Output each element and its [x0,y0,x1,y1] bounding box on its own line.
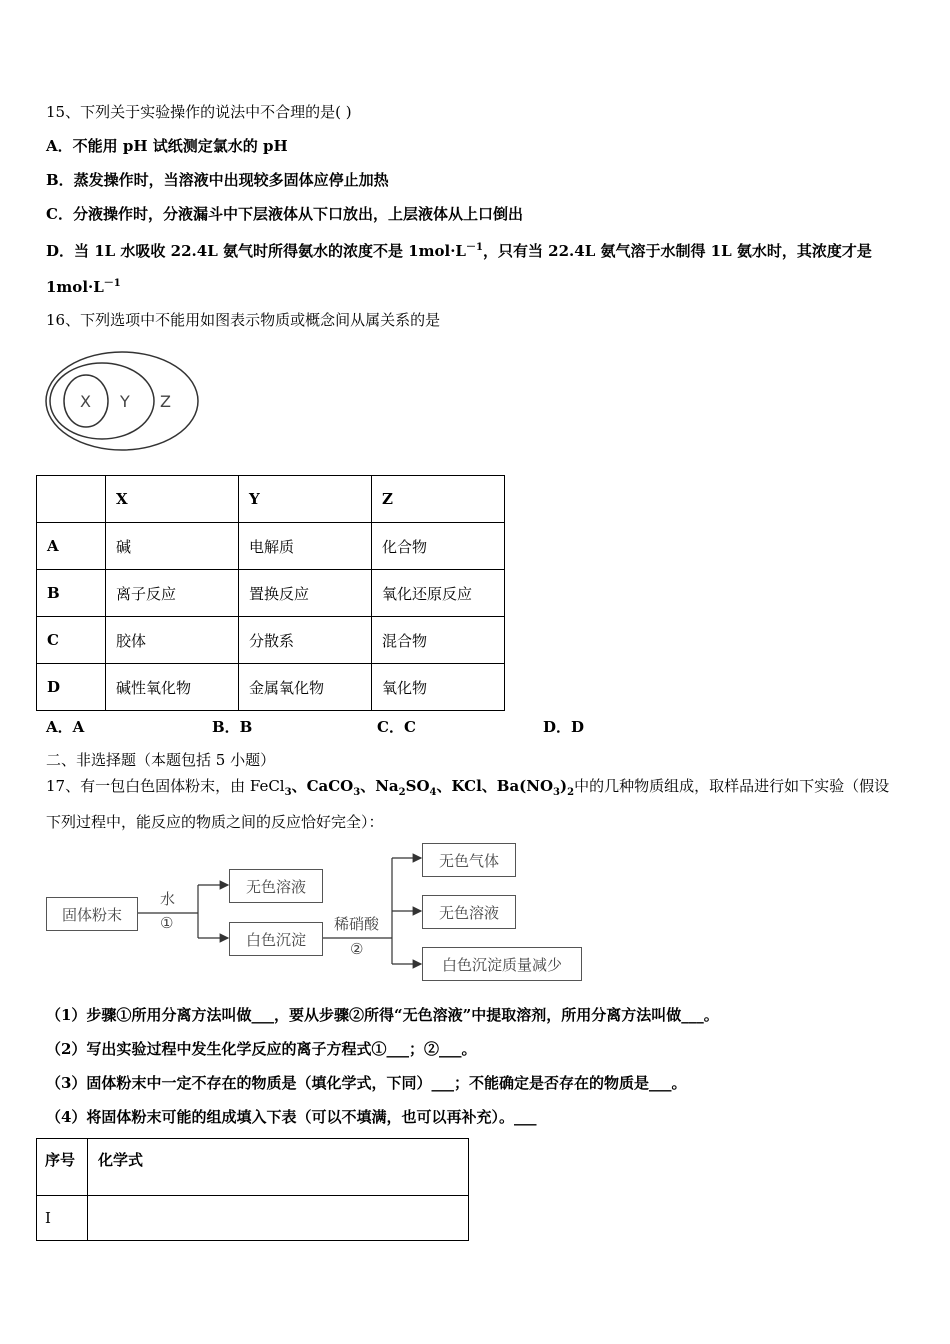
table-header-row [37,1139,469,1196]
q16-options-table [36,475,505,711]
q15-option-d: D．当 1L 水吸收 22.4L 氨气时所得氨水的浓度不是 $1mol\cdot L^{-1}$，只有当 22.4L 氨气溶于水制得 1L 氨水时，其浓度才是 [46,242,872,260]
q17-sub-question-1: （1）步骤①所用分离方法叫做___，要从步骤②所得“无色溶液”中提取溶剂，所用分离方法叫做___。 [46,1006,719,1024]
table-row [37,617,505,664]
row-label: A [37,523,106,570]
q15-option-d-cont: $1mol\cdot L^{-1}$ [46,278,121,296]
q15-option-b: B．蒸发操作时，当溶液中出现较多固体应停止加热 [46,171,389,189]
q15-option-a: A．不能用 pH 试纸测定氯水的 pH [46,137,288,155]
q15-stem: 15、下列关于实验操作的说法中不合理的是( ) [46,103,352,121]
cell[interactable] [88,1196,469,1241]
cell: 电解质 [239,523,372,570]
header-cell: 序号 [37,1139,88,1196]
z-label: Z [160,392,171,411]
q17-stem-line2: 下列过程中，能反应的物质之间的反应恰好完全）： [46,813,384,831]
row-label: C [37,617,106,664]
cell: 分散系 [239,617,372,664]
cell: 置换反应 [239,570,372,617]
q16-answer-b: B．B [212,718,253,736]
flow-white-precipitate-box: 白色沉淀 [229,922,323,956]
q17-sub-question-3: （3）固体粉末中一定不存在的物质是（填化学式，下同）___；不能确定是否存在的物质是___。 [46,1074,687,1092]
q15-option-c: C．分液操作时，分液漏斗中下层液体从下口放出，上层液体从上口倒出 [46,205,523,223]
flow-gas-box: 无色气体 [422,843,516,877]
flow-colorless-solution2-box: 无色溶液 [422,895,516,929]
q17-stem: 17、有一包白色固体粉末，由 FeCl$_3$、CaCO$_3$、$Na_2SO_4$、KCl、$Ba(NO_3)_2$中的几种物质组成，取样品进行如下实验（假设 [46,777,890,798]
cell: 碱性氧化物 [106,664,239,711]
header-cell: X [106,476,239,523]
cell: 化合物 [372,523,505,570]
row-label: D [37,664,106,711]
q16-answer-d: D．D [543,718,585,736]
flow-start-box: 固体粉末 [46,897,138,931]
q17-sub-question-2: （2）写出实验过程中发生化学反应的离子方程式①___；②___。 [46,1040,477,1058]
q16-answer-a: A．A [46,718,85,736]
y-label: Y [120,392,130,411]
header-cell [37,476,106,523]
set-inclusion-diagram [44,350,204,452]
cell: 胶体 [106,617,239,664]
flow-water-label: 水 [160,890,176,908]
table-row [37,570,505,617]
table-header-row [37,476,505,523]
q17-composition-table [36,1138,469,1241]
flow-colorless-solution-box: 无色溶液 [229,869,323,903]
cell: 金属氧化物 [239,664,372,711]
header-cell: 化学式 [88,1139,469,1196]
q16-answer-c: C．C [377,718,416,736]
flow-precipitate-decrease-box: 白色沉淀质量减少 [422,947,582,981]
cell: 碱 [106,523,239,570]
cell: 混合物 [372,617,505,664]
table-row [37,1196,469,1241]
cell: 氧化物 [372,664,505,711]
cell: 离子反应 [106,570,239,617]
flow-step2-label: ② [350,940,364,958]
x-label: X [80,392,91,411]
q16-stem: 16、下列选项中不能用如图表示物质或概念间从属关系的是 [46,311,441,329]
table-row [37,523,505,570]
header-cell: Y [239,476,372,523]
row-label: Ⅰ [37,1196,88,1241]
q17-sub-question-4: （4）将固体粉末可能的组成填入下表（可以不填满，也可以再补充）。___ [46,1108,537,1126]
flow-step1-label: ① [160,914,174,932]
cell: 氧化还原反应 [372,570,505,617]
flow-acid-label: 稀硝酸 [334,915,380,933]
section-heading: 二、非选择题（本题包括 5 小题） [46,751,276,769]
row-label: B [37,570,106,617]
header-cell: Z [372,476,505,523]
table-row [37,664,505,711]
y-ellipse [50,363,154,439]
